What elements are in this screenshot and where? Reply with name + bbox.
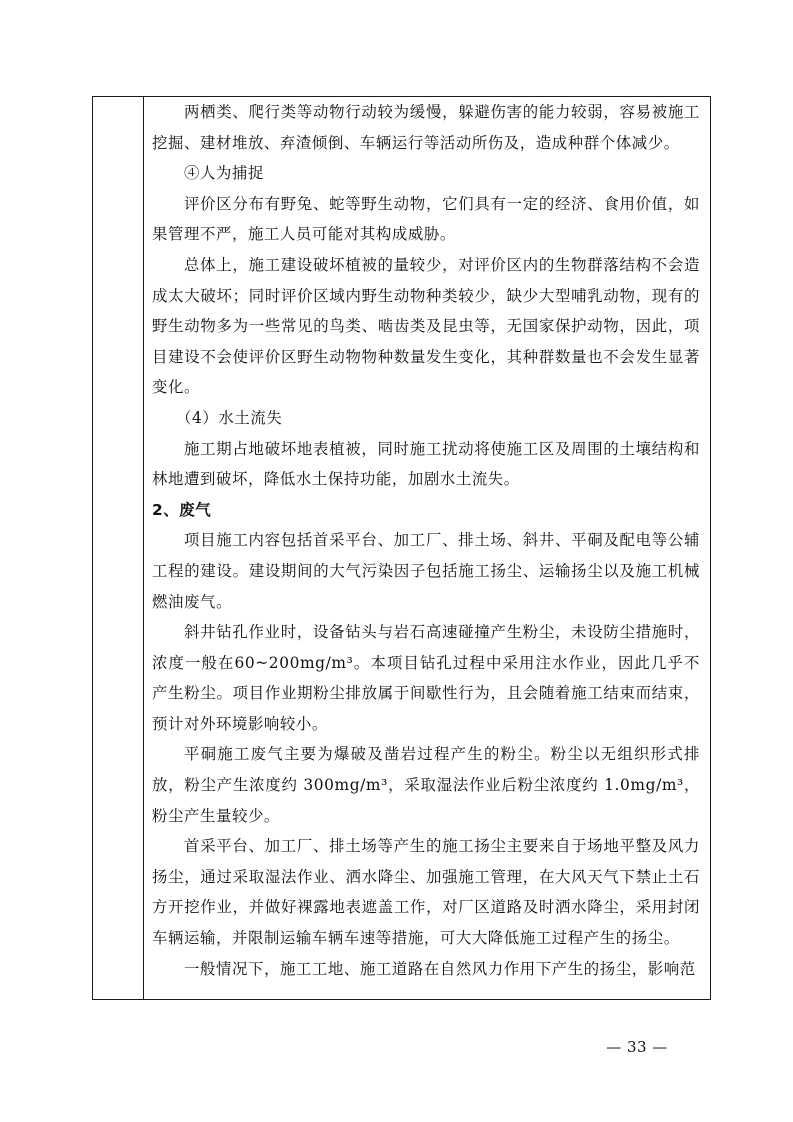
paragraph-drilling-dust: 斜井钻孔作业时，设备钻头与岩石高速碰撞产生粉尘，未设防尘措施时，浓度一般在60~200mg/m³。本项目钻孔过程中采用注水作业，因此几乎不产生粉尘。项目作业期粉尘排放属于间歇性行为，且会随着施工结束而结束，预计对外环境影响较小。 — [152, 623, 700, 733]
page-number: — 33 — — [606, 1038, 668, 1056]
paragraph-construction-content: 项目施工内容包括首采平台、加工厂、排土场、斜井、平硐及配电等公辅工程的建设。建设期间的大气污染因子包括施工扬尘、运输扬尘以及施工机械燃油废气。 — [152, 531, 700, 611]
paragraph-soil-erosion: 施工期占地破坏地表植被，同时施工扰动将使施工区及周围的土壤结构和林地遭到破坏，降低水土保持功能，加剧水土流失。 — [152, 439, 700, 489]
subheading-soil-erosion: （4）水土流失 — [176, 408, 283, 427]
paragraph-overall-impact: 总体上，施工建设破坏植被的量较少，对评价区内的生物群落结构不会造成太大破坏；同时评价区域内野生动物种类较少，缺少大型哺乳动物，现有的野生动物多为一些常见的鸟类、啮齿类及昆虫等，无国家保护动物，因此，项目建设不会使评价区野生动物物种数量发生变化，其种群数量也不会发生显著变化。 — [152, 255, 700, 397]
paragraph-wild-animals: 评价区分布有野兔、蛇等野生动物，它们具有一定的经济、食用价值，如果管理不严，施工人员可能对其构成威胁。 — [152, 194, 700, 244]
subheading-human-capture: ④人为捕捉 — [184, 164, 264, 183]
table-column-divider — [143, 97, 144, 1000]
paragraph-amphibian-impact: 两栖类、爬行类等动物行动较为缓慢，躲避伤害的能力较弱，容易被施工挖掘、建材堆放、弃渣倾倒、车辆运行等活动所伤及，造成种群个体减少。 — [152, 103, 700, 152]
section-heading-exhaust: 2、废气 — [152, 500, 212, 519]
paragraph-site-dust: 首采平台、加工厂、排土场等产生的施工扬尘主要来自于场地平整及风力扬尘，通过采取湿法作业、洒水降尘、加强施工管理，在大风天气下禁止土石方开挖作业，并做好裸露地表遮盖工作，对厂区道路及时洒水降尘，采用封闭车辆运输，并限制运输车辆车速等措施，可大大降低施工过程产生的扬尘。 — [152, 837, 700, 948]
paragraph-adit-dust: 平硐施工废气主要为爆破及凿岩过程产生的粉尘。粉尘以无组织形式排放，粉尘产生浓度约 300mg/m³，采取湿法作业后粉尘浓度约 1.0mg/m³，粉尘产生量较少。 — [152, 745, 700, 825]
paragraph-general-dust: 一般情况下，施工工地、施工道路在自然风力作用下产生的扬尘，影响范 — [184, 959, 696, 978]
table-content-cell — [152, 97, 700, 984]
